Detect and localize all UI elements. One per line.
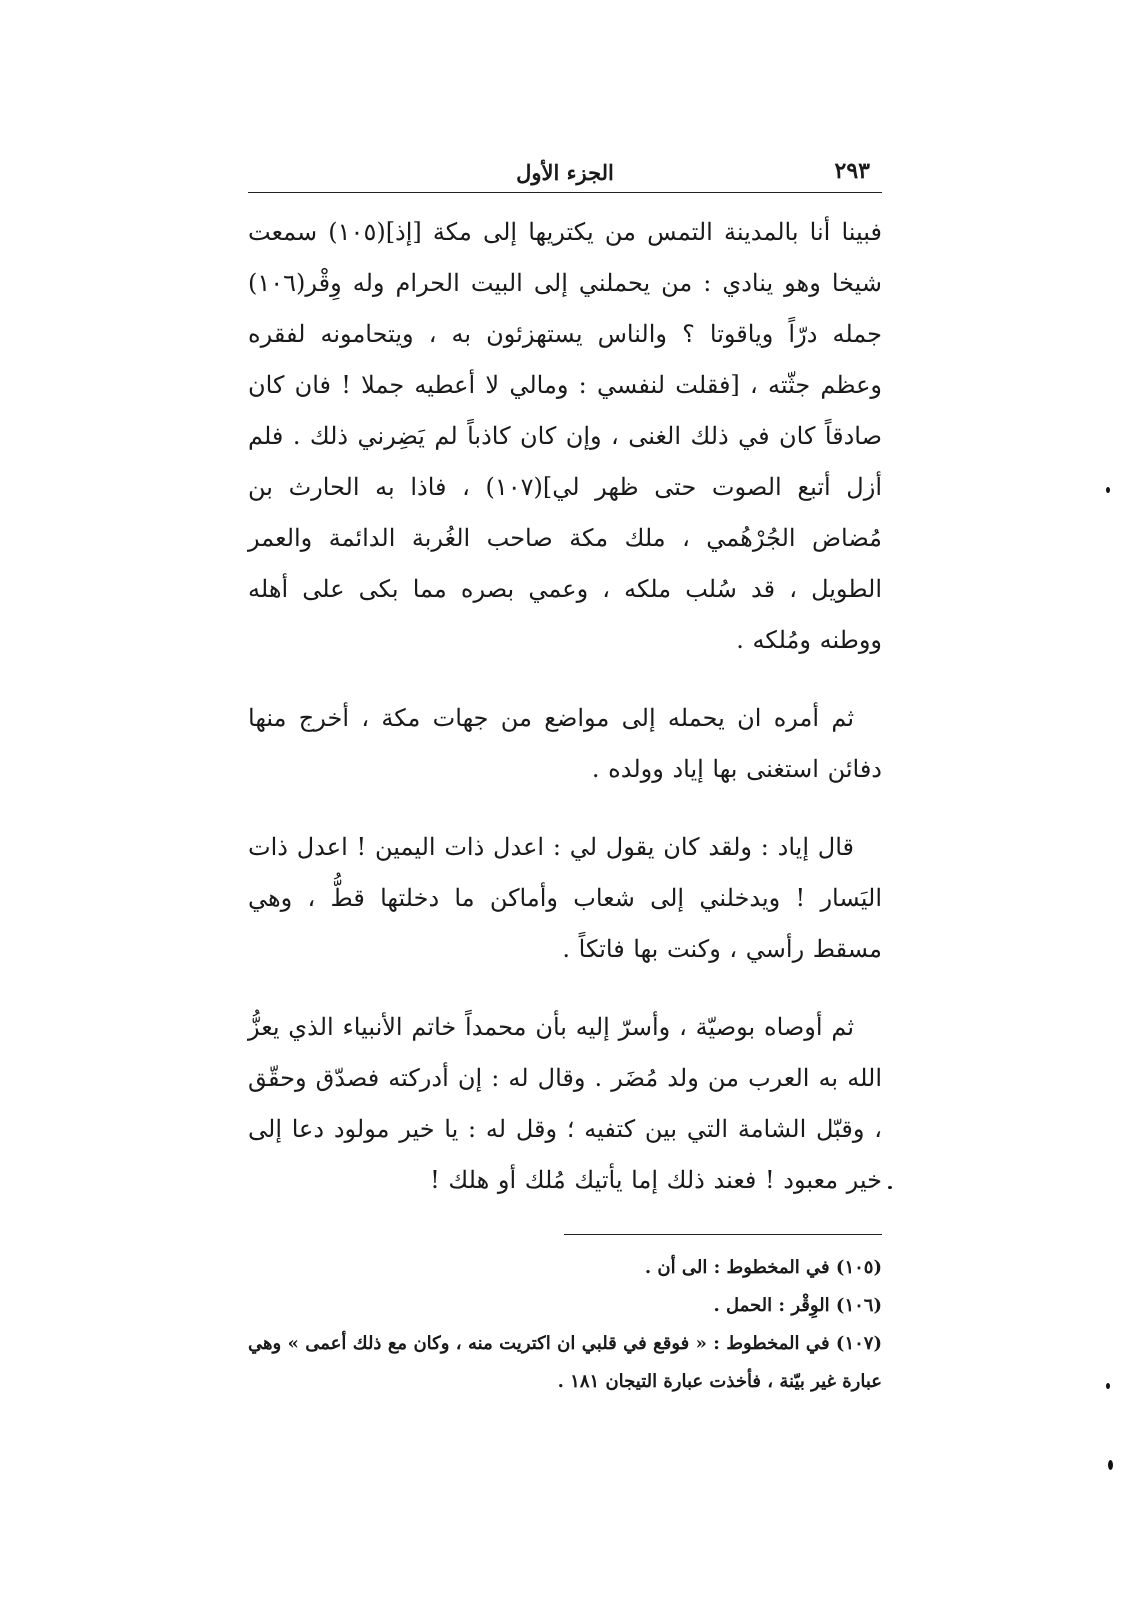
page-number: ٢٩٣ [834,158,870,184]
page-header [248,158,882,193]
footnote-107: (١٠٧) في المخطوط : « فوقع في قلبي ان اكتريت منه ، وكان مع ذلك أعمى » وهي عبارة غير بيّنة ، فأخذت عبارة التيجان ١٨١ . [248,1333,882,1392]
running-title: الجزء الأول [516,160,614,185]
paragraph-4: ثم أوصاه بوصيّة ، وأسرّ إليه بأن محمداً خاتم الأنبياء الذي يعزُّ الله به العرب من ولد مُضَر . وقال له : إن أدركته فصدّق وحقّق ، وقبّل الشامة التي بين كتفيه ؛ وقل له : يا خير مولود دعا إلى خير معبود ! فعند ذلك إما يأتيك مُلك أو هلك ! [248,1013,882,1194]
footnotes [248,1249,882,1401]
paragraph-3: قال إياد : ولقد كان يقول لي : اعدل ذات اليمين ! اعدل ذات اليَسار ! ويدخلني إلى شعاب وأماكن ما دخلتها قطُّ ، وهي مسقط رأسي ، وكنت بها فاتكاً . [248,833,882,963]
footnote-105: (١٠٥) في المخطوط : الى أن . [644,1257,882,1278]
book-page [248,158,882,1401]
paragraph-1: فبينا أنا بالمدينة التمس من يكتريها إلى مكة [إذ](١٠٥) سمعت شيخا وهو ينادي : من يحملني إلى البيت الحرام وله وِقْر(١٠٦) جمله درّاً وياقوتا ؟ والناس يستهزئون به ، ويتحامونه لفقره وعظم جثّته ، [فقلت لنفسي : ومالي لا أعطيه جملا ! فان كان صادقاً كان في ذلك الغنى ، وإن كان كاذباً لم يَضِرني ذلك . فلم أزل أتبع الصوت حتى ظهر لي](١٠٧) ، فاذا به الحارث بن مُضاض الجُرْهُمي ، ملك مكة صاحب الغُربة الدائمة والعمر الطويل ، قد سُلب ملكه ، وعمي بصره مما بكى على أهله ووطنه ومُلكه . [248,218,883,654]
footnote-106: (١٠٦) الوِقْر : الحمل . [713,1295,882,1316]
scan-speck [1106,487,1110,493]
scan-speck [1108,1460,1113,1470]
scan-speck [1106,1383,1110,1389]
footnote-divider [564,1234,882,1235]
scan-speck [888,1186,892,1189]
paragraph-2: ثم أمره ان يحمله إلى مواضع من جهات مكة ، أخرج منها دفائن استغنى بها إياد وولده . [248,704,882,783]
